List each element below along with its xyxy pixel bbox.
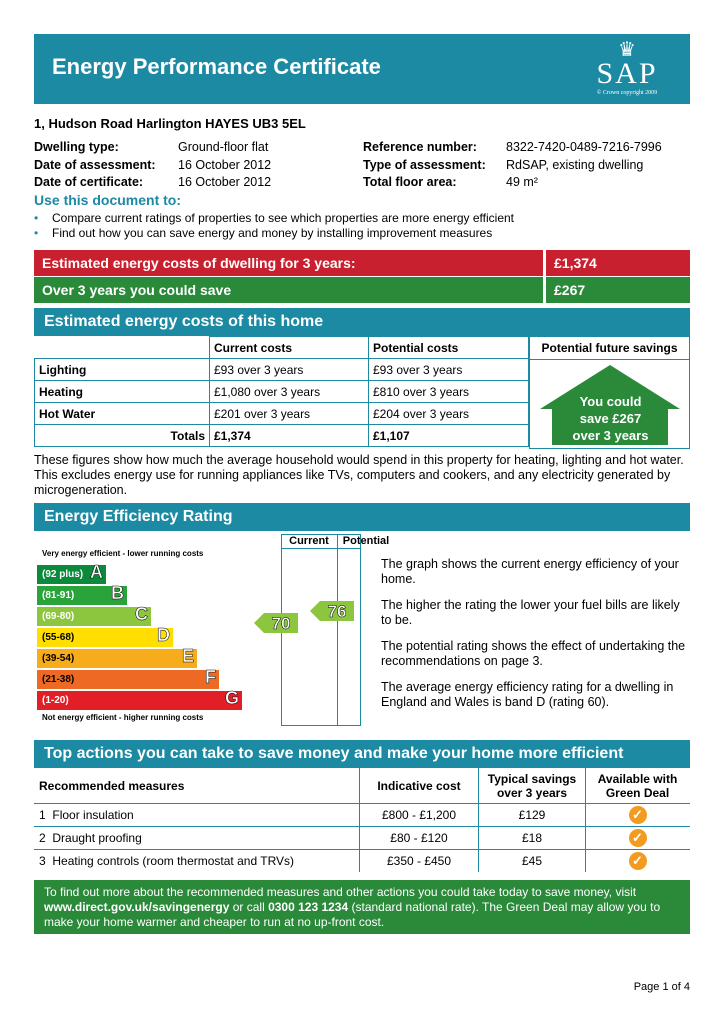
green-deal-info: To find out more about the recommended measures and other actions you could take today to save money, visit www.direct.gov.uk/savingenergy or call 0300 123 1234 (standard national rate). The Green Deal may allow you to make your home warmer and cheaper to run at no up-front cost. xyxy=(34,880,690,934)
band-b: (81-91) B xyxy=(37,586,127,605)
savings-summary-value: £267 xyxy=(546,277,690,303)
sap-logo xyxy=(582,40,672,98)
bullet-icon: • xyxy=(34,211,39,225)
crown-copyright: © Crown copyright 2009 xyxy=(596,90,658,96)
band-g: (1-20) G xyxy=(37,691,242,710)
costs-note: These figures show how much the average household would spend in this property for heating, lighting and hot water. This excludes energy use for running appliances like TVs, computers and cookers, and any electricity generated by microgeneration. xyxy=(34,453,684,497)
band-d: (55-68) D xyxy=(37,628,173,647)
dwelling-type-value: Ground-floor flat xyxy=(178,140,269,154)
date-certificate-label: Date of certificate: xyxy=(34,175,144,189)
efficiency-chart xyxy=(34,534,390,728)
costs-summary-label: Estimated energy costs of dwelling for 3 years: xyxy=(34,250,543,276)
totals-row: Totals £1,374 £1,107 xyxy=(35,425,529,447)
sap-logo-text: SAP xyxy=(596,57,658,90)
crown-icon: ♛ xyxy=(618,39,636,61)
col-potential-costs: Potential costs xyxy=(369,337,529,359)
savingenergy-link[interactable]: www.direct.gov.uk/savingenergy xyxy=(44,900,230,914)
inefficient-note: Not energy efficient - higher running costs xyxy=(42,713,204,722)
col-green-deal: Available with Green Deal xyxy=(586,769,690,804)
type-assessment-label: Type of assessment: xyxy=(363,157,486,172)
header-banner xyxy=(34,34,690,104)
details-right xyxy=(363,139,693,192)
band-c: (69-80) C xyxy=(37,607,151,626)
costs-summary-value: £1,374 xyxy=(546,250,690,276)
page-number: Page 1 of 4 xyxy=(633,981,690,993)
band-f: (21-38) F xyxy=(37,670,219,689)
date-assessment-label: Date of assessment: xyxy=(34,157,156,172)
col-measures: Recommended measures xyxy=(35,769,360,804)
col-current-costs: Current costs xyxy=(210,337,369,359)
bullet-item: • Compare current ratings of properties to see which properties are more energy efficient xyxy=(34,211,515,225)
house-savings-text: You could save £267 over 3 years xyxy=(572,394,649,443)
savings-summary-label: Over 3 years you could save xyxy=(34,277,543,303)
actions-table xyxy=(34,768,690,873)
table-row: Heating £1,080 over 3 years £810 over 3 years xyxy=(35,381,529,403)
property-address: 1, Hudson Road Harlington HAYES UB3 5EL xyxy=(34,116,306,131)
table-row: 2 Draught proofing £80 - £120 £18 ✓ xyxy=(35,827,690,850)
reference-value: 8322-7420-0489-7216-7996 xyxy=(506,140,662,154)
page-title: Energy Performance Certificate xyxy=(52,54,381,79)
band-e: (39-54) E xyxy=(37,649,197,668)
use-doc-bullets xyxy=(34,211,514,241)
dwelling-type-label: Dwelling type: xyxy=(34,140,119,154)
savings-panel xyxy=(529,336,690,449)
col-current-rating: Current xyxy=(289,535,329,547)
col-cost: Indicative cost xyxy=(360,769,479,804)
floor-area-label: Total floor area: xyxy=(363,175,457,189)
check-icon: ✓ xyxy=(629,852,647,870)
current-rating-value: 70 xyxy=(271,614,291,633)
table-row: Hot Water £201 over 3 years £204 over 3 years xyxy=(35,403,529,425)
col-potential-rating: Potential xyxy=(342,535,390,547)
costs-table xyxy=(34,336,529,447)
table-row: Lighting £93 over 3 years £93 over 3 years xyxy=(35,359,529,381)
floor-area-value: 49 m² xyxy=(506,175,538,189)
col-future-savings: Potential future savings xyxy=(530,337,689,360)
details-left xyxy=(34,139,354,192)
bullet-icon: • xyxy=(34,226,39,240)
check-icon: ✓ xyxy=(629,806,647,824)
date-certificate-value: 16 October 2012 xyxy=(178,175,272,189)
efficiency-heading: Energy Efficiency Rating xyxy=(34,503,690,531)
use-doc-heading: Use this document to: xyxy=(34,192,182,208)
costs-section-heading: Estimated energy costs of this home xyxy=(34,308,690,336)
potential-rating-value: 76 xyxy=(327,602,347,621)
band-a: (92 plus) A xyxy=(37,565,106,584)
table-row: 1 Floor insulation £800 - £1,200 £129 ✓ xyxy=(35,804,690,827)
type-assessment-value: RdSAP, existing dwelling xyxy=(506,157,644,172)
rating-arrows xyxy=(34,534,362,728)
col-typical-savings: Typical savings over 3 years xyxy=(479,769,586,804)
efficiency-explanation: The graph shows the current energy efficiency of your home. The higher the rating the lower your fuel bills are likely to be. The potential rating shows the effect of undertaking the recommendations on page 3. The average energy efficiency rating for a dwelling in England and Wales is band D (rating 60). xyxy=(381,557,686,709)
actions-heading: Top actions you can take to save money and make your home more efficient xyxy=(34,740,690,768)
check-icon: ✓ xyxy=(629,829,647,847)
reference-label: Reference number: xyxy=(363,140,477,154)
table-row: 3 Heating controls (room thermostat and TRVs) £350 - £450 £45 ✓ xyxy=(35,850,690,873)
phone-number: 0300 123 1234 xyxy=(268,900,349,914)
bullet-item: • Find out how you can save energy and money by installing improvement measures xyxy=(34,226,493,240)
efficient-note: Very energy efficient - lower running costs xyxy=(42,549,204,558)
date-assessment-value: 16 October 2012 xyxy=(178,157,272,172)
